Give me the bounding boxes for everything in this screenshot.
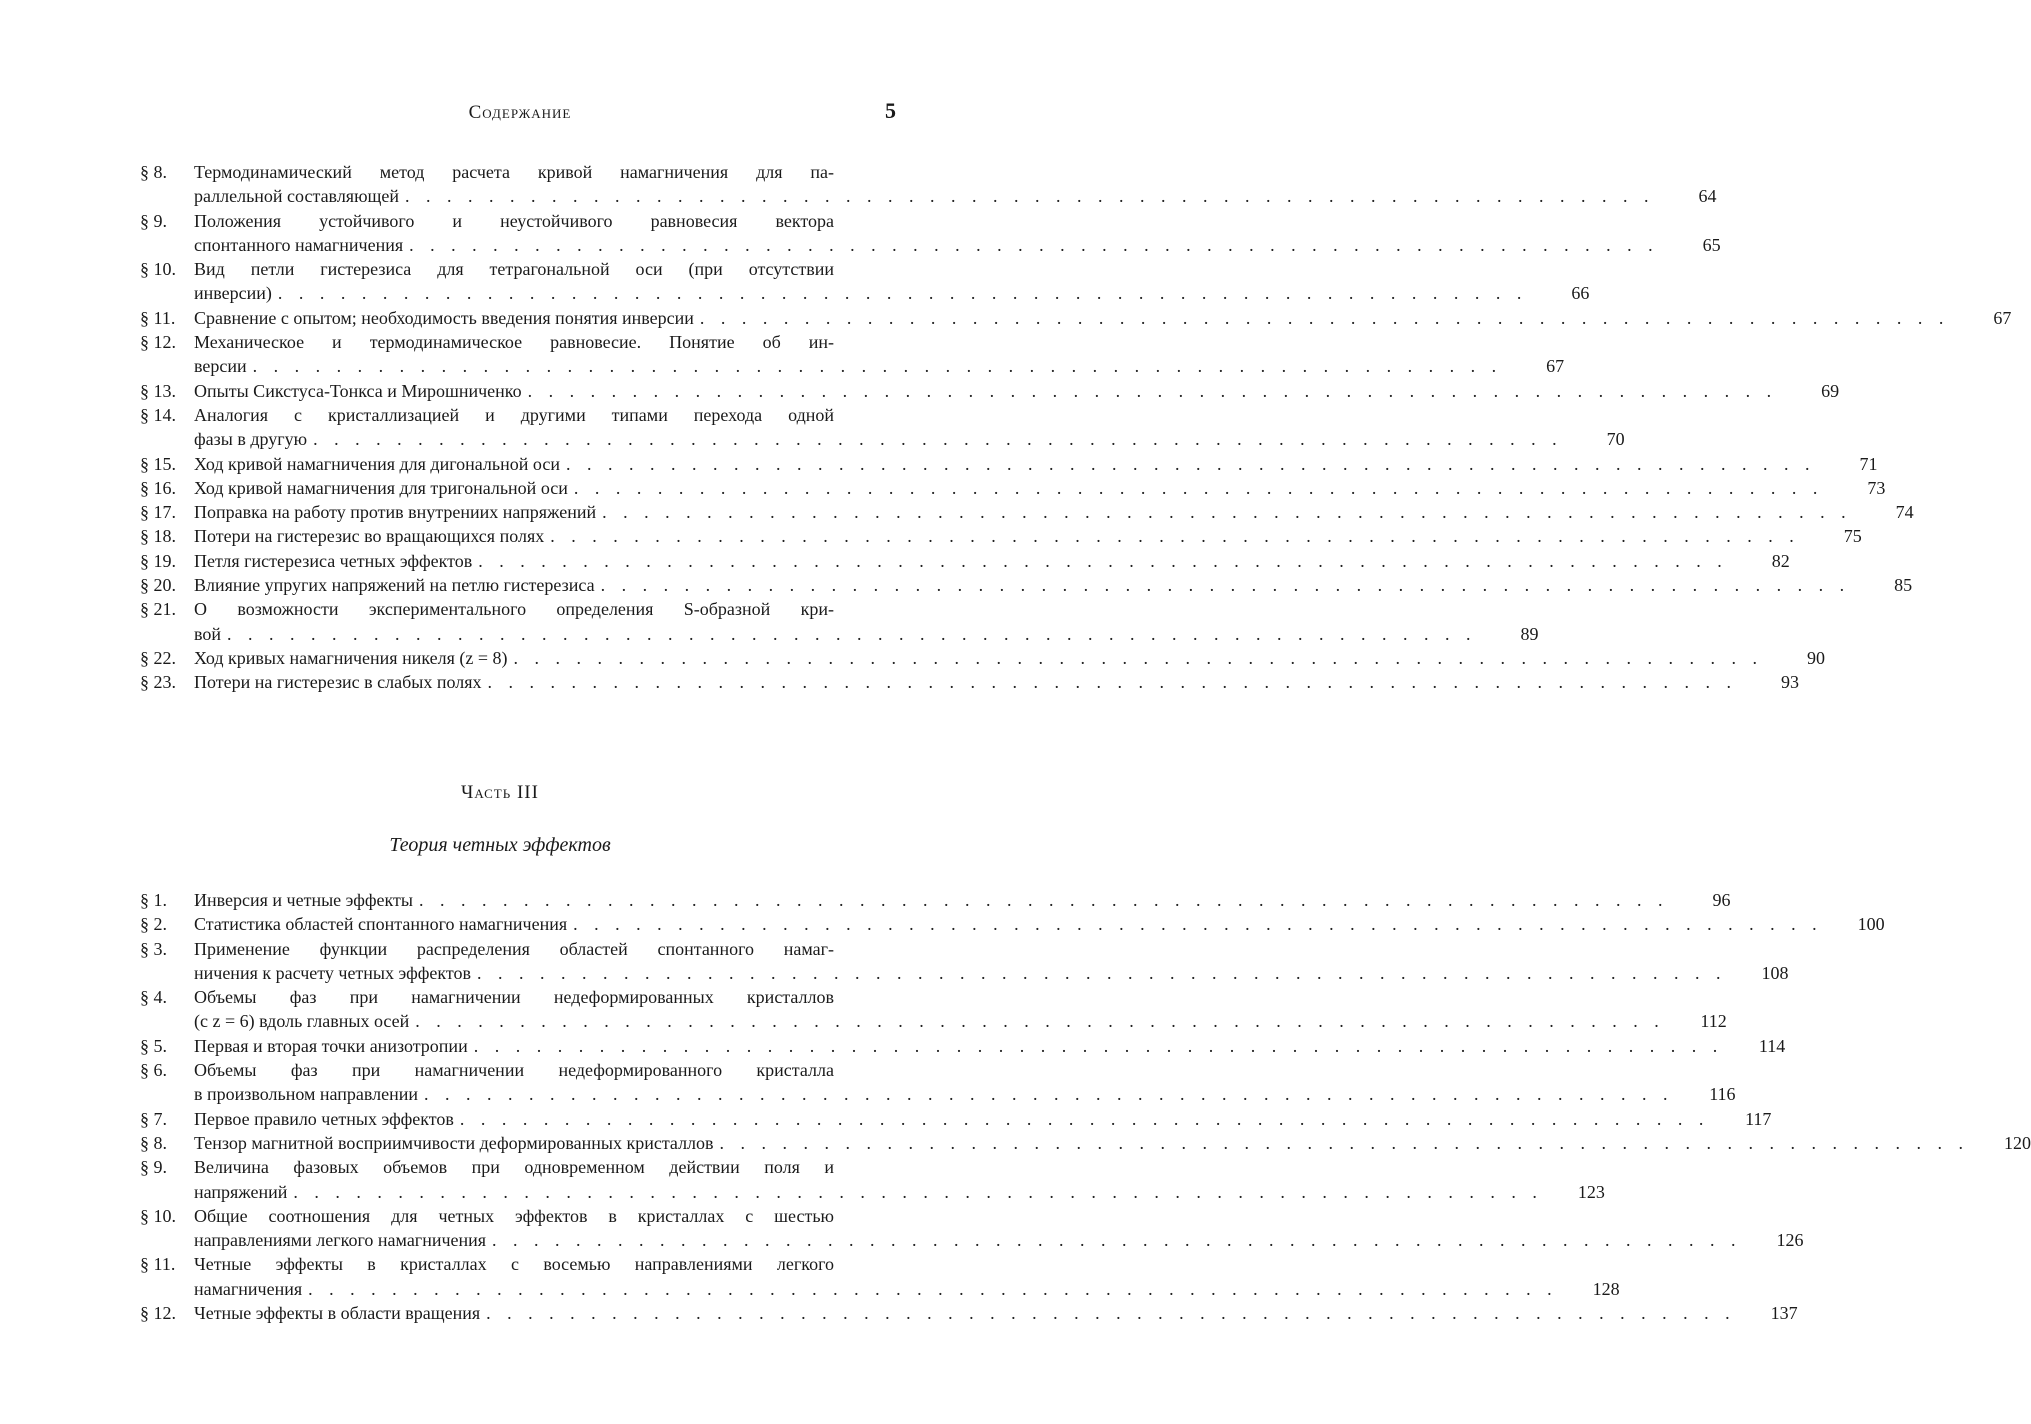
entry-body: [194, 573, 1913, 597]
section-number: § 10.: [140, 259, 176, 280]
section-number: § 9.: [140, 210, 167, 231]
toc-entry[interactable]: [140, 1131, 2031, 1155]
entry-title-text: раллельной составляющей: [194, 186, 400, 207]
entry-page-number: 117: [1745, 1108, 1772, 1129]
entry-title-text: Четные эффекты в области вращения: [194, 1303, 481, 1324]
entry-title-text: фазы в другую: [194, 429, 308, 450]
toc-entry[interactable]: [140, 257, 1590, 306]
entry-page-number: 112: [1700, 1011, 1727, 1032]
section-number: § 14.: [140, 404, 176, 425]
toc-entry[interactable]: [140, 573, 1913, 597]
entry-title-text: Статистика областей спонтанного намагничения: [194, 914, 568, 935]
entry-page-number: 65: [1702, 234, 1721, 255]
entry-page-number: 100: [1857, 914, 1885, 935]
entry-title-text: Потери на гистерезис во вращающихся полях: [194, 526, 545, 547]
dot-leader: . . . . . . . . . . . . . . . . . . . . . . . . . . . . . . . . . . . . . . . . . . . . . . . . . . . . . . . . . . . .: [459, 1108, 1710, 1129]
section-number: § 20.: [140, 575, 176, 596]
entry-body: [194, 476, 1886, 500]
entry-title-last-line: [194, 233, 1721, 257]
dot-leader: . . . . . . . . . . . . . . . . . . . . . . . . . . . . . . . . . . . . . . . . . . . . . . . . . . . . . . . . . . . .: [602, 502, 1852, 523]
dot-leader: . . . . . . . . . . . . . . . . . . . . . . . . . . . . . . . . . . . . . . . . . . . . . . . . . . . . . . . . . . . .: [513, 647, 1764, 668]
entry-body: [194, 524, 1862, 548]
section-number: § 6.: [140, 1060, 167, 1081]
entry-title-last-line: [194, 476, 1886, 500]
section-number: § 18.: [140, 526, 176, 547]
entry-body: [194, 500, 1914, 524]
toc-entry[interactable]: [140, 476, 1886, 500]
entry-page-number: 70: [1606, 429, 1625, 450]
entry-body: [194, 1204, 1804, 1253]
toc-entry[interactable]: [140, 985, 1727, 1034]
dot-leader: . . . . . . . . . . . . . . . . . . . . . . . . . . . . . . . . . . . . . . . . . . . . . . . . . . . . . . . . . . . .: [573, 914, 1823, 935]
entry-title-last-line: [194, 1228, 1804, 1252]
entry-body: [194, 1155, 1605, 1204]
entry-title-text: Ход кривой намагничения для тригональной оси: [194, 477, 568, 498]
entry-page-number: 120: [2004, 1132, 2031, 1153]
entry-title-last-line: [194, 281, 1590, 305]
entry-title-last-line: [194, 622, 1539, 646]
section-number: § 23.: [140, 672, 176, 693]
section-number: § 15.: [140, 453, 176, 474]
dot-leader: . . . . . . . . . . . . . . . . . . . . . . . . . . . . . . . . . . . . . . . . . . . . . . . . . . . . . . . . . . . .: [699, 307, 1950, 328]
entry-title-line: Вид петли гистерезиса для тетрагональной оси (при отсутствии: [194, 259, 834, 280]
entry-title-text: ничения к расчету четных эффектов: [194, 962, 471, 983]
entry-title-line: Термодинамический метод расчета кривой намагничения для па-: [194, 162, 834, 182]
toc-entry[interactable]: [140, 524, 1862, 548]
toc-entry[interactable]: [140, 912, 1885, 936]
entry-body: [194, 160, 1717, 209]
toc-entry[interactable]: [140, 597, 1539, 646]
entry-title-text: Инверсия и четные эффекты: [194, 890, 413, 910]
entry-page-number: 137: [1770, 1303, 1798, 1324]
section-number: § 19.: [140, 550, 176, 571]
entry-body: [194, 1131, 2031, 1155]
entry-title-last-line: [194, 549, 1790, 573]
dot-leader: . . . . . . . . . . . . . . . . . . . . . . . . . . . . . . . . . . . . . . . . . . . . . . . . . . . . . . . . . . . .: [486, 1303, 1736, 1324]
section-number: § 17.: [140, 502, 176, 523]
entry-body: [194, 549, 1790, 573]
entry-body: [194, 403, 1625, 452]
entry-title-text: Сравнение с опытом; необходимость введения понятия инверсии: [194, 307, 694, 328]
entry-title-text: версии: [194, 356, 247, 377]
entry-title-last-line: [194, 427, 1625, 451]
toc-entry[interactable]: [140, 1058, 1736, 1107]
entry-title-line: Величина фазовых объемов при одновременном действии поля и: [194, 1157, 834, 1178]
dot-leader: . . . . . . . . . . . . . . . . . . . . . . . . . . . . . . . . . . . . . . . . . . . . . . . . . . . . . . . . . . . .: [719, 1132, 1970, 1153]
dot-leader: . . . . . . . . . . . . . . . . . . . . . . . . . . . . . . . . . . . . . . . . . . . . . . . . . . . . . . . . . . . .: [492, 1230, 1742, 1251]
entry-title-last-line: [194, 1082, 1736, 1106]
entry-title-last-line: [194, 1131, 2031, 1155]
entry-title-text: инверсии): [194, 283, 272, 304]
entry-page-number: 93: [1781, 672, 1800, 693]
dot-leader: . . . . . . . . . . . . . . . . . . . . . . . . . . . . . . . . . . . . . . . . . . . . . . . . . . . . . . . . . . . .: [550, 526, 1800, 547]
dot-leader: . . . . . . . . . . . . . . . . . . . . . . . . . . . . . . . . . . . . . . . . . . . . . . . . . . . . . . . . . . . .: [477, 962, 1727, 983]
toc-part2-continued: [140, 160, 2012, 695]
entry-title-last-line: [194, 306, 2012, 330]
toc-entry[interactable]: [140, 937, 1789, 986]
entry-page-number: 73: [1867, 477, 1886, 498]
entry-title-last-line: [194, 961, 1789, 985]
entry-title-last-line: [194, 573, 1913, 597]
entry-page-number: 66: [1571, 283, 1590, 304]
entry-body: [194, 1301, 1798, 1325]
section-number: § 8.: [140, 162, 167, 182]
entry-body: [194, 1107, 1772, 1131]
entry-body: [194, 912, 1885, 936]
toc-entry[interactable]: [140, 379, 1840, 403]
entry-page-number: 71: [1859, 453, 1878, 474]
toc-entry[interactable]: [140, 549, 1790, 573]
dot-leader: . . . . . . . . . . . . . . . . . . . . . . . . . . . . . . . . . . . . . . . . . . . . . . . . . . . . . . . . . . . .: [573, 477, 1824, 498]
dot-leader: . . . . . . . . . . . . . . . . . . . . . . . . . . . . . . . . . . . . . . . . . . . . . . . . . . . . . . . . . . . .: [227, 623, 1477, 644]
entry-title-last-line: [194, 1009, 1727, 1033]
entry-body: [194, 1058, 1736, 1107]
part-title: Теория четных эффектов: [389, 834, 611, 856]
entry-title-line: Объемы фаз при намагничении недеформированных кристаллов: [194, 987, 834, 1008]
dot-leader: . . . . . . . . . . . . . . . . . . . . . . . . . . . . . . . . . . . . . . . . . . . . . . . . . . . . . . . . . . . .: [252, 356, 1503, 377]
toc-entry[interactable]: [140, 1034, 1786, 1058]
entry-title-line: Четные эффекты в кристаллах с восемью направлениями легкого: [194, 1254, 834, 1275]
toc-entry[interactable]: [140, 1252, 1620, 1301]
entry-title-text: Потери на гистерезис в слабых полях: [194, 672, 482, 693]
section-number: § 13.: [140, 380, 176, 401]
entry-title-last-line: [194, 670, 1800, 694]
section-number: § 12.: [140, 1303, 176, 1324]
entry-page-number: 67: [1546, 356, 1565, 377]
toc-entry[interactable]: [140, 1155, 1605, 1204]
toc-entry[interactable]: [140, 1107, 1772, 1131]
running-title: Содержание: [468, 102, 572, 123]
entry-title-line: О возможности экспериментального определения S-образной кри-: [194, 599, 834, 620]
entry-title-line: Механическое и термодинамическое равновесие. Понятие об ин-: [194, 332, 834, 353]
entry-title-line: Применение функции распределения областей спонтанного намаг-: [194, 938, 834, 959]
entry-title-text: Поправка на работу против внутрениих напряжений: [194, 502, 597, 523]
dot-leader: . . . . . . . . . . . . . . . . . . . . . . . . . . . . . . . . . . . . . . . . . . . . . . . . . . . . . . . . . . . .: [527, 380, 1778, 401]
section-number: § 1.: [140, 890, 167, 910]
entry-title-last-line: [194, 354, 1565, 378]
entry-page-number: 90: [1807, 647, 1826, 668]
entry-title-last-line: [194, 1301, 1798, 1325]
entry-title-last-line: [194, 1107, 1772, 1131]
entry-body: [194, 1034, 1786, 1058]
entry-page-number: 108: [1761, 962, 1789, 983]
toc-entry[interactable]: [140, 330, 1565, 379]
dot-leader: . . . . . . . . . . . . . . . . . . . . . . . . . . . . . . . . . . . . . . . . . . . . . . . . . . . . . . . . . . . .: [308, 1278, 1558, 1299]
toc-entry[interactable]: [140, 670, 1800, 694]
section-number: § 21.: [140, 599, 176, 620]
entry-title-text: Влияние упругих напряжений на петлю гистерезиса: [194, 575, 595, 596]
page-number: 5: [885, 98, 896, 123]
dot-leader: . . . . . . . . . . . . . . . . . . . . . . . . . . . . . . . . . . . . . . . . . . . . . . . . . . . . . . . . . . . .: [418, 890, 1669, 910]
entry-page-number: 74: [1895, 502, 1914, 523]
entry-body: [194, 379, 1840, 403]
section-number: § 2.: [140, 914, 167, 935]
section-number: § 11.: [140, 307, 176, 328]
entry-title-last-line: [194, 500, 1914, 524]
entry-body: [194, 452, 1878, 476]
entry-page-number: 116: [1709, 1084, 1736, 1105]
entry-page-number: 82: [1771, 550, 1790, 571]
entry-page-number: 128: [1592, 1278, 1620, 1299]
entry-title-text: Ход кривой намагничения для дигональной оси: [194, 453, 560, 474]
entry-body: [194, 209, 1721, 258]
dot-leader: . . . . . . . . . . . . . . . . . . . . . . . . . . . . . . . . . . . . . . . . . . . . . . . . . . . . . . . . . . . .: [415, 1011, 1665, 1032]
section-number: § 22.: [140, 647, 176, 668]
entry-title-text: вой: [194, 623, 222, 644]
entry-body: [194, 985, 1727, 1034]
dot-leader: . . . . . . . . . . . . . . . . . . . . . . . . . . . . . . . . . . . . . . . . . . . . . . . . . . . . . . . . . . . .: [487, 672, 1738, 693]
section-number: § 9.: [140, 1157, 167, 1178]
entry-page-number: 67: [1993, 307, 2012, 328]
entry-body: [194, 1252, 1620, 1301]
entry-title-text: спонтанного намагничения: [194, 234, 404, 255]
toc-entry[interactable]: [140, 500, 1914, 524]
entry-title-text: Ход кривых намагничения никеля (z = 8): [194, 647, 508, 668]
entry-title-line: Общие соотношения для четных эффектов в кристаллах с шестью: [194, 1205, 834, 1226]
section-number: § 5.: [140, 1035, 167, 1056]
toc-entry[interactable]: [140, 888, 1731, 912]
section-number: § 8.: [140, 1132, 167, 1153]
section-number: § 7.: [140, 1108, 167, 1129]
section-number: § 10.: [140, 1205, 176, 1226]
part-label: Часть III: [461, 782, 539, 803]
entry-page-number: 75: [1843, 526, 1862, 547]
toc-entry[interactable]: [140, 403, 1625, 452]
entry-title-last-line: [194, 1277, 1620, 1301]
entry-title-text: Тензор магнитной восприимчивости деформированных кристаллов: [194, 1132, 714, 1153]
dot-leader: . . . . . . . . . . . . . . . . . . . . . . . . . . . . . . . . . . . . . . . . . . . . . . . . . . . . . . . . . . . .: [565, 453, 1816, 474]
entry-body: [194, 646, 1826, 670]
toc-entry[interactable]: [140, 1301, 1798, 1325]
entry-title-text: Петля гистерезиса четных эффектов: [194, 550, 473, 571]
section-number: § 4.: [140, 987, 167, 1008]
entry-page-number: 89: [1520, 623, 1539, 644]
toc-entry[interactable]: [140, 160, 1717, 209]
entry-body: [194, 597, 1539, 646]
toc-entry[interactable]: [140, 306, 2012, 330]
section-number: § 16.: [140, 477, 176, 498]
dot-leader: . . . . . . . . . . . . . . . . . . . . . . . . . . . . . . . . . . . . . . . . . . . . . . . . . . . . . . . . . . . .: [313, 429, 1563, 450]
entry-title-last-line: [194, 379, 1840, 403]
entry-title-last-line: [194, 1034, 1786, 1058]
toc-entry[interactable]: [140, 1204, 1804, 1253]
entry-body: [194, 670, 1800, 694]
dot-leader: . . . . . . . . . . . . . . . . . . . . . . . . . . . . . . . . . . . . . . . . . . . . . . . . . . . . . . . . . . . .: [409, 234, 1659, 255]
entry-title-last-line: [194, 1180, 1605, 1204]
entry-title-last-line: [194, 888, 1731, 912]
entry-body: [194, 888, 1731, 912]
entry-page-number: 85: [1894, 575, 1913, 596]
dot-leader: . . . . . . . . . . . . . . . . . . . . . . . . . . . . . . . . . . . . . . . . . . . . . . . . . . . . . . . . . . . .: [600, 575, 1851, 596]
entry-body: [194, 306, 2012, 330]
entry-title-line: Объемы фаз при намагничении недеформированного кристалла: [194, 1060, 834, 1081]
entry-title-text: направлениями легкого намагничения: [194, 1230, 487, 1251]
entry-page-number: 123: [1577, 1181, 1605, 1202]
toc-part3: [140, 888, 2031, 1325]
page-header: [140, 96, 900, 130]
entry-title-text: Первое правило четных эффектов: [194, 1108, 454, 1129]
toc-entry[interactable]: [140, 209, 1721, 258]
entry-page-number: 64: [1698, 186, 1717, 207]
entry-title-text: намагничения: [194, 1278, 303, 1299]
entry-page-number: 96: [1712, 890, 1731, 910]
dot-leader: . . . . . . . . . . . . . . . . . . . . . . . . . . . . . . . . . . . . . . . . . . . . . . . . . . . . . . . . . . . .: [293, 1181, 1543, 1202]
entry-title-last-line: [194, 646, 1826, 670]
entry-body: [194, 257, 1590, 306]
entry-title-line: Аналогия с кристаллизацией и другими типами перехода одной: [194, 404, 834, 425]
toc-entry[interactable]: [140, 452, 1878, 476]
entry-body: [194, 330, 1565, 379]
entry-title-last-line: [194, 452, 1878, 476]
dot-leader: . . . . . . . . . . . . . . . . . . . . . . . . . . . . . . . . . . . . . . . . . . . . . . . . . . . . . . . . . . . .: [478, 550, 1728, 571]
dot-leader: . . . . . . . . . . . . . . . . . . . . . . . . . . . . . . . . . . . . . . . . . . . . . . . . . . . . . . . . . . . .: [405, 186, 1655, 207]
entry-page-number: 69: [1821, 380, 1840, 401]
entry-title-text: Опыты Сикстуса-Тонкса и Мирошниченко: [194, 380, 522, 401]
section-number: § 3.: [140, 938, 167, 959]
entry-title-last-line: [194, 184, 1717, 208]
entry-title-text: напряжений: [194, 1181, 288, 1202]
entry-title-text: в произвольном направлении: [194, 1084, 419, 1105]
entry-title-text: (с z = 6) вдоль главных осей: [194, 1011, 410, 1032]
section-number: § 12.: [140, 332, 176, 353]
dot-leader: . . . . . . . . . . . . . . . . . . . . . . . . . . . . . . . . . . . . . . . . . . . . . . . . . . . . . . . . . . . .: [277, 283, 1528, 304]
entry-body: [194, 937, 1789, 986]
dot-leader: . . . . . . . . . . . . . . . . . . . . . . . . . . . . . . . . . . . . . . . . . . . . . . . . . . . . . . . . . . . .: [473, 1035, 1724, 1056]
entry-page-number: 126: [1776, 1230, 1804, 1251]
entry-page-number: 114: [1758, 1035, 1786, 1056]
toc-entry[interactable]: [140, 646, 1826, 670]
entry-title-last-line: [194, 524, 1862, 548]
section-number: § 11.: [140, 1254, 176, 1275]
entry-title-last-line: [194, 912, 1885, 936]
entry-title-line: Положения устойчивого и неустойчивого равновесия вектора: [194, 210, 834, 231]
entry-title-text: Первая и вторая точки анизотропии: [194, 1035, 468, 1056]
dot-leader: . . . . . . . . . . . . . . . . . . . . . . . . . . . . . . . . . . . . . . . . . . . . . . . . . . . . . . . . . . . .: [424, 1084, 1674, 1105]
